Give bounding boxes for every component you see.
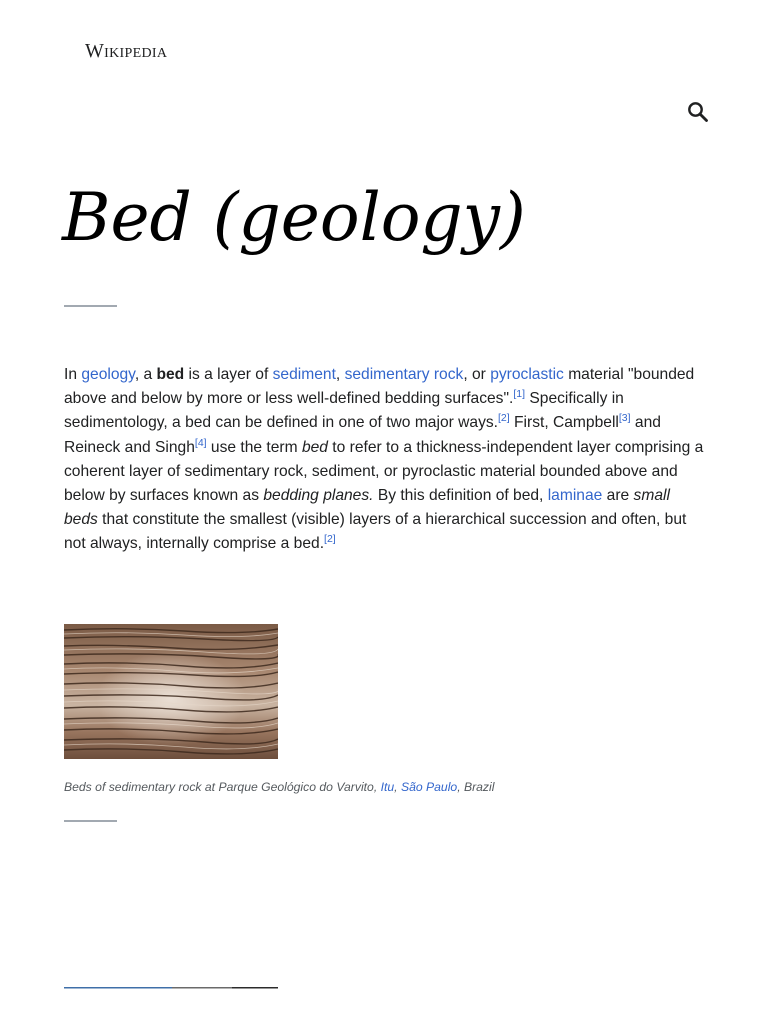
lead-text: is a layer of — [184, 366, 273, 383]
figure-caption — [64, 779, 704, 795]
link-geology[interactable]: geology — [81, 366, 135, 383]
link-pyroclastic[interactable]: pyroclastic — [490, 366, 564, 383]
link-sedimentary-rock[interactable]: sedimentary rock — [344, 366, 464, 383]
caption-text: , Brazil — [457, 780, 495, 794]
citation-link-2[interactable]: [2] — [498, 412, 510, 425]
lead-text: , or — [463, 366, 491, 383]
citation-link-2b[interactable]: [2] — [324, 533, 336, 546]
page-title: Bed (geology) — [62, 179, 526, 256]
title-divider — [64, 305, 117, 307]
bold-term-bed: bed — [156, 366, 185, 383]
link-sao-paulo[interactable]: São Paulo — [400, 780, 458, 794]
caption-text: Beds of sedimentary rock at Parque Geológico do Varvito, — [64, 780, 381, 794]
citation-link-3[interactable]: [3] — [618, 412, 631, 425]
citation-3 — [619, 412, 631, 424]
lead-text: In — [64, 366, 82, 383]
lead-text: Specifically in sedimentology, a bed can be defined in one of two major ways. — [64, 390, 624, 432]
citation-2 — [498, 412, 510, 424]
figure-image-sedimentary-beds[interactable] — [64, 624, 278, 759]
lead-text: First, Campbell — [509, 414, 619, 432]
citation-1 — [513, 388, 525, 400]
sedimentary-rock-photo — [64, 624, 278, 759]
lead-paragraph — [64, 363, 704, 557]
search-button[interactable] — [684, 98, 712, 126]
caption-text: , — [394, 780, 401, 794]
lead-text: to refer to a thickness-independent layer comprising a coherent layer of sedimentary rock, sediment, or pyroclastic material bounded above and below by surfaces known as — [64, 438, 704, 505]
lead-text: , a — [134, 366, 157, 383]
italic-term-bedding-planes: bedding planes. — [263, 487, 374, 505]
link-itu[interactable]: Itu — [380, 780, 395, 794]
link-laminae[interactable]: laminae — [547, 487, 603, 505]
citation-4 — [195, 437, 207, 449]
section-divider — [64, 820, 117, 822]
citation-2b — [324, 533, 336, 545]
italic-term-bed: bed — [301, 438, 328, 456]
next-image-top-edge — [64, 976, 278, 979]
link-sediment[interactable]: sediment — [272, 366, 336, 383]
citation-link-4[interactable]: [4] — [194, 436, 207, 449]
lead-text: that constitute the smallest (visible) layers of a hierarchical succession and often, but not always, internally comprise a bed. — [64, 511, 687, 553]
lead-text: By this definition of bed, — [373, 487, 548, 505]
lead-text: , — [335, 366, 345, 383]
image-edge-strip — [64, 986, 278, 989]
wikipedia-wordmark[interactable]: Wikipedia — [85, 40, 168, 62]
lead-text: material "bounded above and below by more or less well-defined bedding surfaces". — [64, 366, 695, 408]
lead-text: and Reineck and Singh — [64, 414, 661, 456]
citation-link-1[interactable]: [1] — [513, 388, 526, 401]
search-icon — [684, 98, 712, 126]
lead-text: are — [602, 487, 634, 505]
lead-text: use the term — [206, 438, 302, 456]
italic-term-small-beds: small beds — [64, 487, 670, 529]
